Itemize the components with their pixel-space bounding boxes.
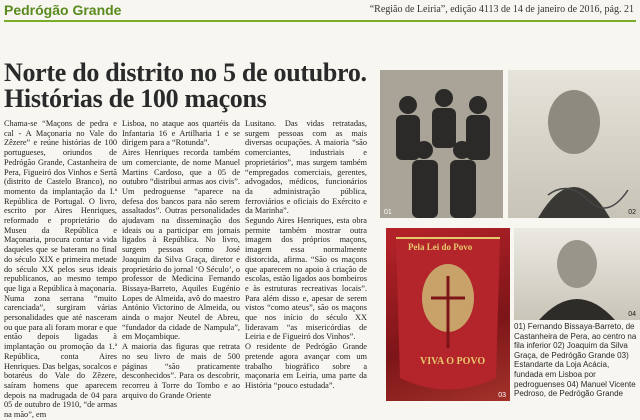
banner-top-text: Pela Lei do Povo xyxy=(408,242,473,252)
article-column-2: Lisboa, no ataque aos quartéis da Infantaria 16 e Artilharia 1 e se dirigem para a “Rotunda”. Aires Henriques recorda também um comerciante, de nome Manuel Martins Cardoso, que a 05 de outubro “distribui armas aos civis”. Um pedroguense “aparece na defesa dos bancos para não serem assaltados”. Outras personalidades ajudavam na disseminação dos ideais ou a participar em jornais ligados à República. No livro, surgem pessoas como José Joaquim da Silva Graça, diretor e proprietário do jornal ‘O Século’, o professor de Medicina Fernando Bissaya-Barreto, Aquiles Eugénio Lopes de Almeida, avô do maestro António Victorino de Almeida, ou ainda o major Neutel de Abreu, “fundador da cidade de Nampula”, em Moçambique. A maioria das figuras que retrata no seu livro de mais de 500 páginas “são praticamente desconhecidos”. Para os descobrir, recorreu à Torre do Tombo e ao arquivo do Grande Oriente xyxy=(122,119,240,400)
article-column-3: Lusitano. Das vidas retratadas, surgem pessoas com as mais diversas ocupações. A maioria “são comerciantes, industriais e proprietários”, mas surgem também “empregados comerciais, gerentes, advogados, médicos, funcionários da administração pública, ferroviários e oficiais do Exército e da Marinha”. Segundo Aires Henriques, esta obra permite também mostrar outra imagem dos próprios maçons, imagem essa normalmente distorcida, afirma. “São os maçons que aparecem no apoio à criação de escolas, estão ligados aos bombeiros e às estruturas recreativas locais”. Para além disso e, apesar de serem vistos “como ateus”, são os maçons que nos início do século XX lideravam “as misericórdias de Leiria e de Figueiró dos Vinhos”. O residente de Pedrógão Grande pretende agora avançar com um trabalho biográfico sobre a maçonaria em Leiria, uma parte da História “pouco estudada”. xyxy=(245,119,367,390)
group-portrait-photo xyxy=(380,70,503,218)
lodge-banner-photo xyxy=(386,228,510,401)
silva-graca-portrait xyxy=(508,70,640,218)
header-bar xyxy=(0,0,640,22)
banner-bottom-text: VIVA O POVO xyxy=(420,356,486,367)
banner-illustration xyxy=(386,228,510,401)
section-title: Pedrógão Grande xyxy=(4,2,122,18)
article-column-1: Chama-se “Maçons de pedra e cal - A Maçonaria no Vale do Zêzere” e reúne histórias de 100 portugueses, oriundos de Pedrógão Grande, Castanheira de Pera, Figueiró dos Vinhos e Sertã (distrito de Castelo Branco), no momento da implantação da I.ª República de Portugal. O livro, escrito por Aires Henriques, reformado e proprietário do Museu da República e Maçonaria, procura contar a vida daqueles que se bateram no final do século XIX e primeira metade do século XX pelos seus ideais republicanos, ao mesmo tempo que liga a República à maçonaria. Numa zona serrana “muito carenciada”, surgiram várias personalidades que até nasceram ou que para ali foram morar e que então depois ligadas à implantação ou promoção da 1.ª República, conta Aires Henriques. Das belgas, socalcos e botaréus do Vale do Zêzere, saíram homens que aparecem depois na madrugada de 04 para 05 de outubro de 1910, “de armas na mão”, em xyxy=(4,119,117,420)
portrait-illustration xyxy=(508,70,640,218)
photo-caption: 01) Fernando Bissaya-Barreto, de Castanheira de Pera, ao centro na fila inferior 02) Joaquim da Silva Graça, de Pedrógão Grande 03) Estandarte da Loja Acácia, fundada em Lisboa por pedroguenses 04) Manuel Vicente Pedroso, de Pedrógão Grande xyxy=(514,322,637,399)
photo-number-03: 03 xyxy=(498,392,506,399)
headline xyxy=(4,60,384,112)
portrait-illustration-2 xyxy=(514,228,640,320)
header-rule xyxy=(4,20,636,22)
photo-number-01: 01 xyxy=(384,209,392,216)
issue-line: “Região de Leiria”, edição 4113 de 14 de janeiro de 2016, pág. 21 xyxy=(369,4,634,15)
headline-line-1: Norte do distrito no 5 de outubro. xyxy=(4,58,367,87)
photo-number-04: 04 xyxy=(628,311,636,318)
photo-number-02: 02 xyxy=(628,209,636,216)
group-portrait-illustration xyxy=(380,70,503,218)
headline-line-2: Histórias de 100 maçons xyxy=(4,84,267,113)
pedroso-portrait xyxy=(514,228,640,320)
